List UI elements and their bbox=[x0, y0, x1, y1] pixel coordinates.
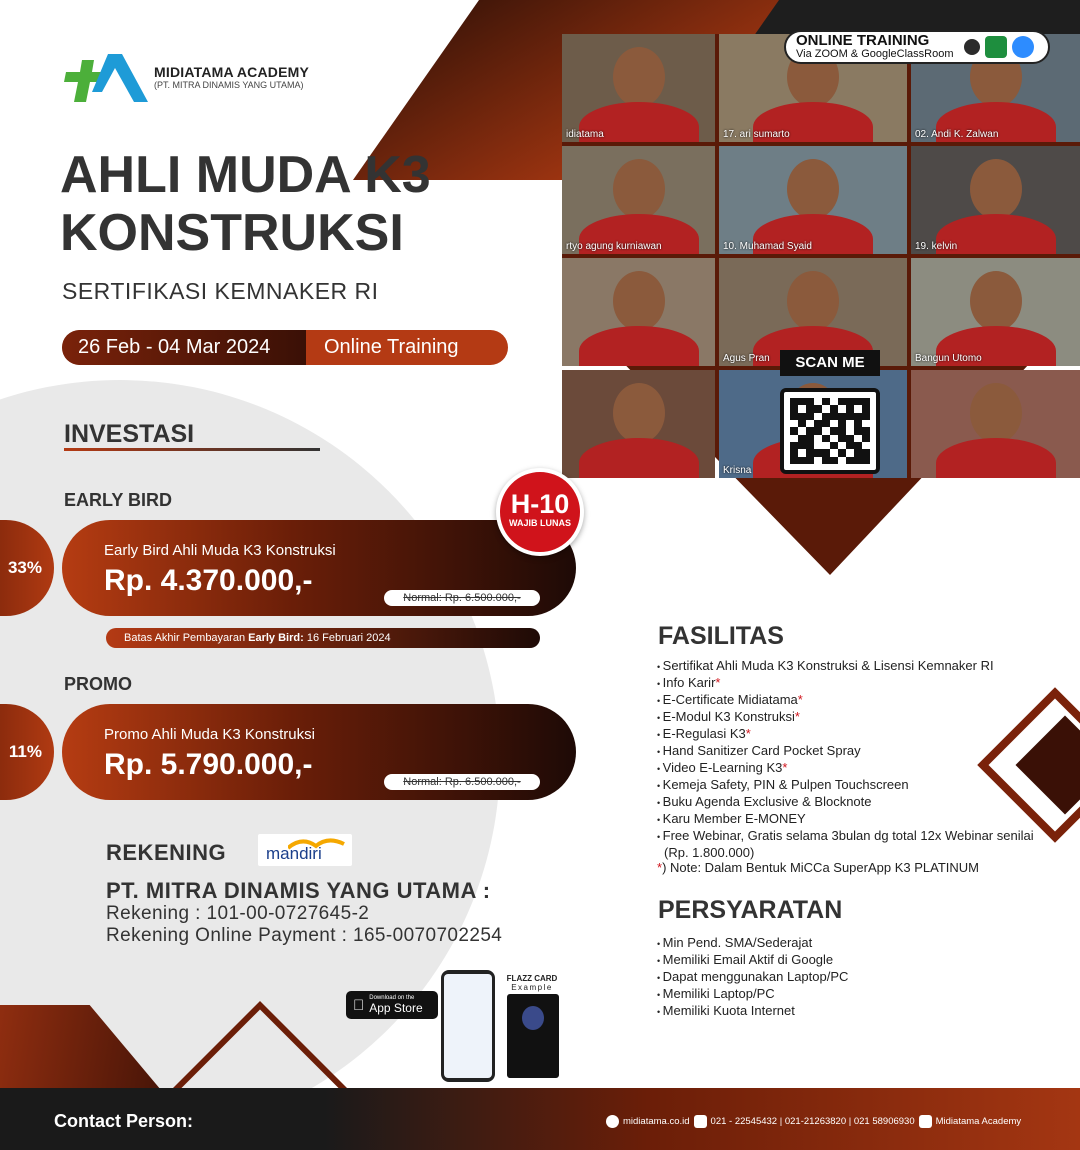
online-badge-title: ONLINE TRAINING bbox=[796, 32, 930, 50]
company-name: PT. MITRA DINAMIS YANG UTAMA : bbox=[106, 878, 491, 903]
online-account-number: Rekening Online Payment : 165-0070702254 bbox=[106, 925, 503, 946]
scan-me-label: SCAN ME bbox=[780, 350, 880, 376]
fasilitas-item-text: Karu Member E-MONEY bbox=[662, 811, 806, 826]
participant-tile bbox=[562, 146, 715, 254]
participant-photo-collage bbox=[540, 0, 1080, 580]
deadline-bold: Early Bird: bbox=[248, 632, 304, 644]
fasilitas-item bbox=[657, 658, 1037, 675]
note-text: ) Note: Dalam Bentuk MiCCa SuperApp K3 PLATINUM bbox=[662, 860, 979, 875]
title-line-2: KONSTRUKSI bbox=[60, 204, 404, 262]
deadline-prefix: Batas Akhir Pembayaran bbox=[124, 632, 249, 644]
phone-numbers: 021 - 22545432 | 021-21263820 | 021 58906930 bbox=[710, 1116, 915, 1127]
participant-tile bbox=[911, 146, 1080, 254]
early-bird-deadline bbox=[106, 628, 540, 648]
participant-face bbox=[970, 159, 1022, 219]
participant-shirt bbox=[936, 438, 1056, 478]
fasilitas-item bbox=[657, 760, 1037, 777]
camera-icon bbox=[964, 39, 980, 55]
mandiri-logo-text: mandiri bbox=[266, 844, 322, 863]
early-bird-label: EARLY BIRD bbox=[64, 490, 173, 510]
early-bird-name: Early Bird Ahli Muda K3 Konstruksi bbox=[104, 542, 336, 559]
fasilitas-item bbox=[657, 726, 1037, 743]
participant-tile bbox=[562, 370, 715, 478]
fasilitas-item-text: Video E-Learning K3 bbox=[662, 760, 783, 775]
participant-face bbox=[787, 271, 839, 331]
persyaratan-item: • Memiliki Email Aktif di Google bbox=[657, 952, 848, 969]
participant-face bbox=[613, 47, 665, 107]
participant-face bbox=[787, 159, 839, 219]
asterisk-mark: * bbox=[794, 709, 800, 724]
apple-icon bbox=[353, 997, 364, 1014]
note-asterisk: * bbox=[657, 860, 663, 875]
title-line-1: AHLI MUDA K3 bbox=[60, 146, 431, 204]
fasilitas-item-text: Free Webinar, Gratis selama 3bulan dg total 12x Webinar senilai (Rp. 1.800.000) bbox=[662, 828, 1034, 860]
fasilitas-item bbox=[657, 675, 1037, 692]
early-bird-price: Rp. 4.370.000,- bbox=[104, 564, 313, 597]
youtube-channel[interactable]: Midiatama Academy bbox=[935, 1116, 1022, 1127]
mandiri-logo bbox=[258, 834, 352, 866]
account-number: Rekening : 101-00-0727645-2 bbox=[106, 903, 370, 924]
qr-code[interactable] bbox=[780, 388, 880, 474]
google-classroom-icon bbox=[985, 36, 1007, 58]
participant-tile bbox=[911, 258, 1080, 366]
fasilitas-item-text: Kemeja Safety, PIN & Pulpen Touchscreen bbox=[662, 777, 909, 792]
phone-mockup bbox=[441, 970, 495, 1082]
youtube-icon bbox=[919, 1115, 932, 1128]
participant-face bbox=[970, 383, 1022, 443]
fasilitas-item bbox=[657, 811, 1037, 828]
online-badge-subtitle: Via ZOOM & GoogleClassRoom bbox=[796, 48, 954, 61]
participant-name: Krisna bbox=[723, 465, 752, 476]
participant-shirt bbox=[579, 438, 699, 478]
promo-name: Promo Ahli Muda K3 Konstruksi bbox=[104, 726, 315, 743]
participant-name: idiatama bbox=[566, 129, 604, 140]
fasilitas-item-text: E-Modul K3 Konstruksi bbox=[662, 709, 795, 724]
fasilitas-item-text: E-Certificate Midiatama bbox=[662, 692, 798, 707]
persyaratan-heading: PERSYARATAN bbox=[658, 896, 843, 924]
brand-subname: (PT. MITRA DINAMIS YANG UTAMA) bbox=[154, 80, 304, 90]
h10-badge-subtitle: WAJIB LUNAS bbox=[508, 518, 571, 528]
participant-tile bbox=[911, 370, 1080, 478]
deadline-date: 16 Februari 2024 bbox=[303, 632, 391, 644]
asterisk-mark: * bbox=[782, 760, 788, 775]
persyaratan-list bbox=[657, 935, 848, 1020]
rekening-title: REKENING bbox=[106, 840, 227, 865]
participant-tile bbox=[562, 258, 715, 366]
phone-icon bbox=[694, 1115, 707, 1128]
brand-name: MIDIATAMA ACADEMY bbox=[154, 64, 310, 80]
training-date: 26 Feb - 04 Mar 2024 bbox=[62, 330, 306, 365]
early-bird-discount: 33% bbox=[0, 520, 54, 616]
footer-contact-info bbox=[606, 1115, 1021, 1128]
h10-badge bbox=[496, 468, 584, 556]
promo-label: PROMO bbox=[64, 674, 133, 694]
fasilitas-item-text: E-Regulasi K3 bbox=[662, 726, 746, 741]
asterisk-mark: * bbox=[745, 726, 751, 741]
participant-name: 10. Muhamad Syaid bbox=[723, 241, 812, 252]
promo-discount: 11% bbox=[0, 704, 54, 800]
contact-person-label: Contact Person: bbox=[54, 1111, 194, 1131]
persyaratan-item: • Min Pend. SMA/Sederajat bbox=[657, 935, 848, 952]
page-subtitle: SERTIFIKASI KEMNAKER RI bbox=[62, 278, 379, 304]
participant-name: 02. Andi K. Zalwan bbox=[915, 129, 999, 140]
fasilitas-item-text: Sertifikat Ahli Muda K3 Konstruksi & Lisensi Kemnaker RI bbox=[662, 658, 994, 673]
zoom-icon bbox=[1012, 36, 1034, 58]
online-training-badge bbox=[784, 30, 1050, 64]
persyaratan-item: • Memiliki Kuota Internet bbox=[657, 1003, 848, 1020]
fasilitas-item bbox=[657, 743, 1037, 760]
page-title bbox=[60, 146, 431, 262]
participant-name: 19. kelvin bbox=[915, 241, 958, 252]
promo-price-card bbox=[62, 704, 576, 800]
fasilitas-item bbox=[657, 828, 1037, 860]
participant-tile bbox=[562, 34, 715, 142]
asterisk-mark: * bbox=[715, 675, 721, 690]
early-bird-normal-price: Normal: Rp. 6.500.000,- bbox=[384, 590, 540, 606]
globe-icon bbox=[606, 1115, 619, 1128]
app-store-small: Download on the bbox=[358, 995, 404, 1001]
schedule-pill bbox=[62, 330, 508, 365]
participant-face bbox=[613, 383, 665, 443]
persyaratan-item: • Memiliki Laptop/PC bbox=[657, 986, 848, 1003]
participant-face bbox=[613, 159, 665, 219]
participant-face bbox=[613, 271, 665, 331]
brand-logo bbox=[62, 50, 309, 104]
participant-tile bbox=[719, 146, 907, 254]
website-link[interactable]: midiatama.co.id bbox=[623, 1116, 690, 1127]
fasilitas-item-text: Hand Sanitizer Card Pocket Spray bbox=[662, 743, 861, 758]
investasi-underline bbox=[64, 448, 320, 451]
participant-name: rtyo agung kurniawan bbox=[566, 241, 662, 252]
fasilitas-item-text: Info Karir bbox=[662, 675, 716, 690]
participant-shirt bbox=[579, 326, 699, 366]
flazz-card-title bbox=[506, 974, 558, 992]
investasi-heading: INVESTASI bbox=[64, 420, 195, 448]
fasilitas-heading: FASILITAS bbox=[658, 622, 784, 650]
participant-name: Agus Pran bbox=[723, 353, 770, 364]
asterisk-mark: * bbox=[797, 692, 803, 707]
fasilitas-item bbox=[657, 777, 1037, 794]
logo-mark-icon bbox=[62, 50, 152, 104]
app-store-big: App Store bbox=[358, 1001, 412, 1015]
flazz-subtitle-text: Example bbox=[511, 983, 553, 992]
participant-name: Bangun Utomo bbox=[915, 353, 982, 364]
h10-badge-title: H-10 bbox=[510, 489, 570, 519]
promo-price: Rp. 5.790.000,- bbox=[104, 748, 313, 781]
fasilitas-list bbox=[657, 658, 1037, 875]
fasilitas-item-text: Buku Agenda Exclusive & Blocknote bbox=[662, 794, 872, 809]
training-mode: Online Training bbox=[324, 336, 459, 358]
persyaratan-item: • Dapat menggunakan Laptop/PC bbox=[657, 969, 848, 986]
app-store-button[interactable] bbox=[346, 991, 438, 1019]
fasilitas-note bbox=[657, 860, 1037, 875]
fasilitas-item bbox=[657, 709, 1037, 726]
promo-normal-price: Normal: Rp. 6.500.000,- bbox=[384, 774, 540, 790]
early-bird-price-card bbox=[62, 520, 576, 616]
fasilitas-item bbox=[657, 794, 1037, 811]
participant-face bbox=[970, 271, 1022, 331]
participant-name: 17. ari sumarto bbox=[723, 129, 790, 140]
flazz-title-text: FLAZZ CARD bbox=[506, 974, 558, 983]
fasilitas-item bbox=[657, 692, 1037, 709]
flazz-card-image bbox=[507, 994, 559, 1078]
